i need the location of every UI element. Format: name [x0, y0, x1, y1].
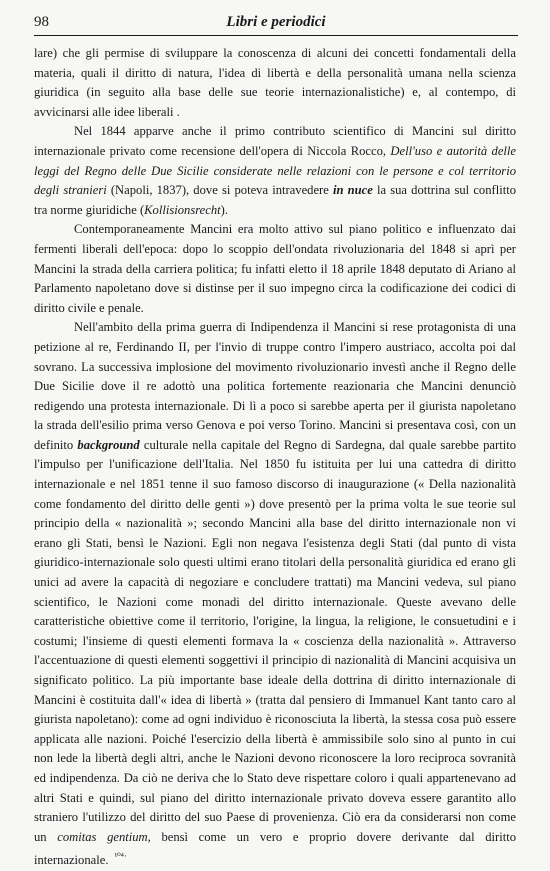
text-run: (Napoli, 1837), dove si poteva intravedere	[106, 183, 333, 198]
page-number: 98	[34, 14, 49, 30]
header-rule	[34, 35, 518, 36]
page-header	[34, 14, 518, 34]
main-text	[34, 44, 516, 871]
paragraph	[34, 318, 516, 871]
text-run: la sua dottrina sul conflitto tra norme giuridiche (	[34, 183, 516, 217]
emphasized-text: background	[77, 437, 140, 452]
text-run: ).	[220, 202, 228, 217]
text-run: culturale nella capitale del Regno di Sardegna, dal quale sarebbe partito l'impulso per l'unificazione dell'Italia. Nel 1850 fu istituita per lui una cattedra di diritto internazionale e nel 1851 tenne il suo famoso discorso di inaugurazione (« Della nazionalità come fondamento del diritto delle genti ») dove presentò per la prima volta le sue teorie sul principio della « nazionalità »; secondo Mancini alla base del diritto internazionale non vi erano gli Stati, bensì le Nazioni. Egli non negava l'esistenza degli Stati (dal punto di vista giuridico-internazionale solo questi ultimi erano titolari della personalità giuridica ed erano gli unici ad avere la capacità di negoziare e concludere trattati) ma Mancini vedeva, sul piano scientifico, le Nazioni come monadi del diritto internazionale. Queste avevano delle caratteristiche obiettive come il territorio, l'origine, la lingua, la religione, le consuetudini e i costumi; l'insieme di questi elementi formava la « coscienza della nazionalità ». Attraverso l'accentuazione di questi elementi soggettivi il principio di nazionalità di Mancini acquisiva un significato politico. La più importante base ideale della dottrina di diritto internazionale di Mancini è costituita dall'« idea di libertà » (tratta dal pensiero di Immanuel Kant tanto caro al giurista napoletano): come ad ogni individuo è riconosciuta la libertà, la stessa cosa può essere applicata alle nazioni. Poiché l'esercizio della libertà è ammissibile solo sino al punto in cui non lede la libertà degli altri, anche le Nazioni devono riconoscere la loro reciproca sovranità ed indipendenza. Da ciò ne deriva che lo Stato deve rispettare coloro i quali appartenevano ad altri Stati e quindi, sul piano del diritto internazionale privato doveva essere garantito allo straniero l'utilizzo del diritto del suo Paese di provenienza. Ciò era da considerarsi non come un	[34, 437, 516, 844]
emphasized-text: comitas gentium	[57, 829, 148, 844]
paragraph	[34, 122, 516, 220]
emphasized-text: in nuce	[333, 183, 373, 198]
paragraph	[34, 220, 516, 318]
text-run: Contemporaneamente Mancini era molto attivo sul piano politico e influenzato dai fermenti liberali dell'epoca: dopo lo scoppio dell'ondata rivoluzionaria del 1848 si aprì per Mancini la strada della carriera politica; fu infatti eletto il 18 aprile 1848 deputato di Ariano al Parlamento napoletano dove si distinse per il suo impegno circa la codificazione dei codici di diritto civile e penale.	[34, 222, 516, 315]
emphasized-text: Dell'uso e autorità delle leggi del Regno delle Due Sicilie considerate nelle relazioni con le persone e col territorio degli stranieri	[34, 143, 516, 198]
footnote-marker: ¹⁰⁴·	[114, 851, 127, 862]
text-run: Nell'ambito della prima guerra di Indipendenza il Mancini si rese protagonista di una petizione al re, Ferdinando II, per l'invio di truppe contro l'impero austriaco, accolta poi dal sovrano. La successiva implosione del movimento rivoluzionario investì anche il Regno delle Due Sicilie dove il re adottò una politica fortemente reazionaria che Mancini denunciò redigendo una protesta internazionale. Di lì a poco si sarebbe aperta per il giurista napoletano la strada dell'esilio prima verso Genova e poi verso Torino. Mancini si presentava così, con un definito	[34, 320, 516, 452]
paragraph	[34, 44, 516, 122]
text-run: , bensì come un vero e proprio dovere derivante dal diritto internazionale.	[34, 829, 516, 868]
running-title: Libri e periodici	[226, 14, 326, 30]
text-run: Nel 1844 apparve anche il primo contributo scientifico di Mancini sul diritto internazionale privato come recensione dell'opera di Niccola Rocco,	[34, 124, 516, 158]
text-run: lare) che gli permise di sviluppare la conoscenza di alcuni dei concetti fondamentali della materia, quali il diritto di natura, l'idea di libertà e della personalità umana nella scienza giuridica (in seguito alla base delle sue teorie internazionalistiche) e, al contempo, di avvicinarsi alle idee liberali .	[34, 46, 516, 119]
emphasized-text: Kollisionsrecht	[144, 202, 221, 217]
